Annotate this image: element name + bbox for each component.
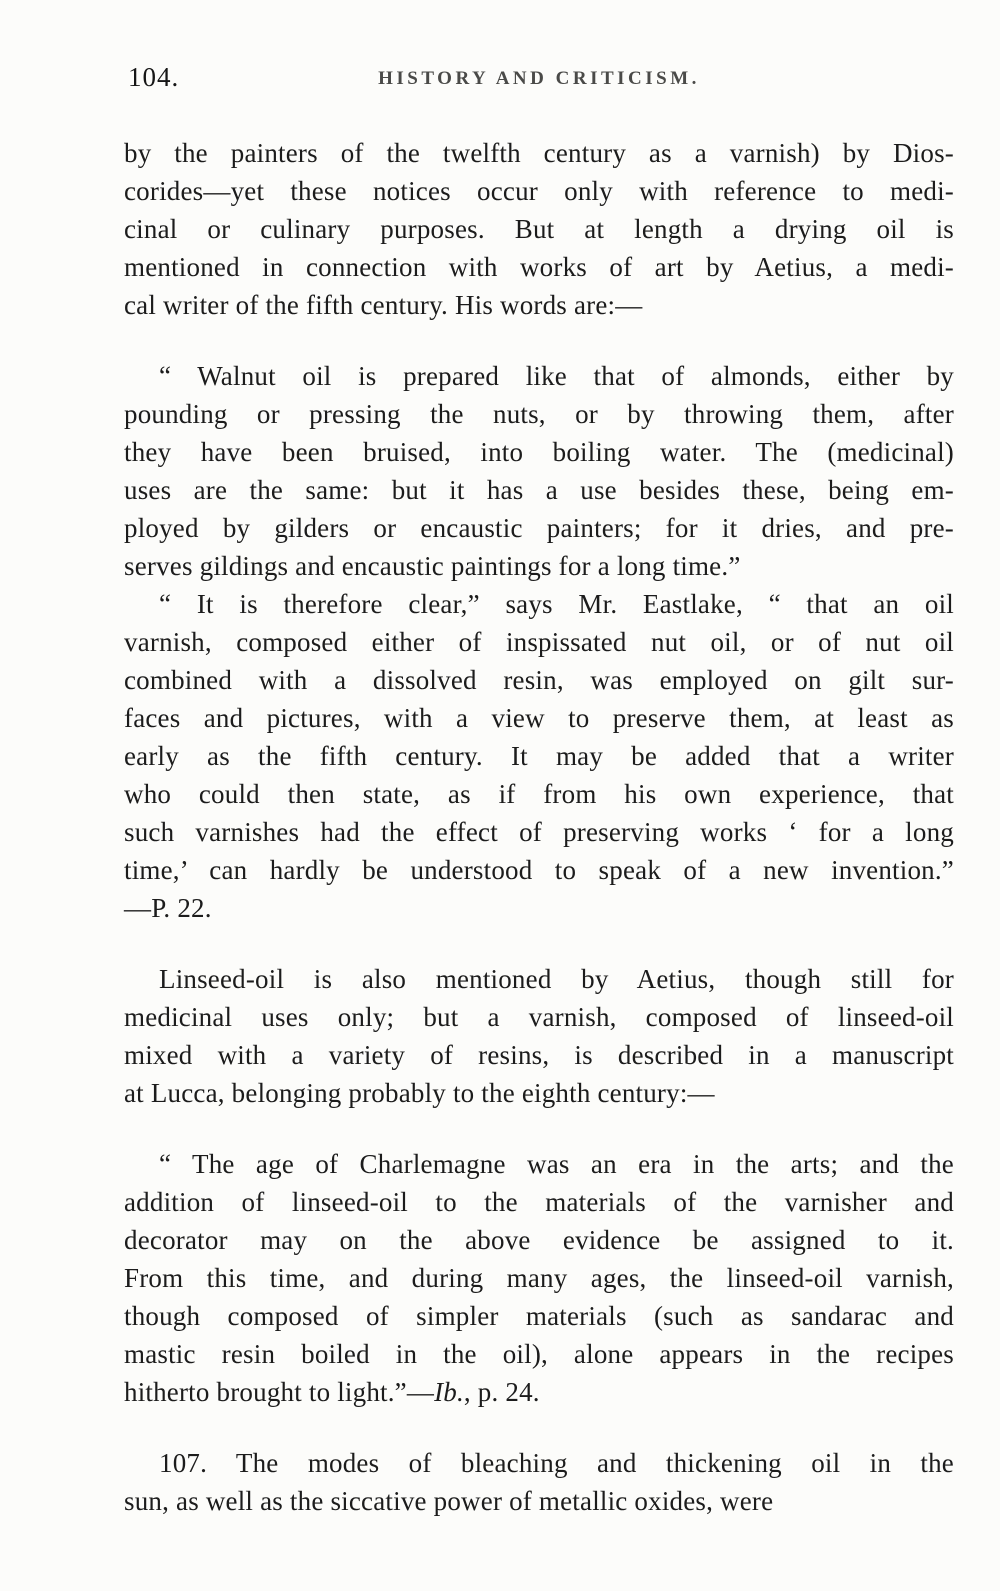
text-line: combined with a dissolved resin, was employed on gilt sur- (124, 665, 954, 695)
text-line: —P. 22. (124, 893, 212, 923)
text-line: addition of linseed-oil to the materials of the varnisher and (124, 1187, 954, 1217)
text-segment: , p. 24. (463, 1377, 540, 1407)
text-line: though composed of simpler materials (such as sandarac and (124, 1301, 954, 1331)
text-line: who could then state, as if from his own experience, that (124, 779, 954, 809)
text-line: faces and pictures, with a view to preserve them, at least as (124, 703, 954, 733)
running-title: HISTORY AND CRITICISM. (378, 68, 700, 89)
text-line: Linseed-oil is also mentioned by Aetius, though still for (159, 964, 954, 994)
text-line: 107. The modes of bleaching and thickening oil in the (159, 1448, 954, 1478)
paragraph (124, 960, 954, 1112)
text-line: they have been bruised, into boiling water. The (medicinal) (124, 437, 954, 467)
text-line: time,’ can hardly be understood to speak of a new invention.” (124, 855, 954, 885)
text-line: cinal or culinary purposes. But at length a drying oil is (124, 214, 954, 244)
text-line: uses are the same: but it has a use besides these, being em- (124, 475, 954, 505)
text-line: decorator may on the above evidence be assigned to it. (124, 1225, 954, 1255)
text-segment: hitherto brought to light.”— (124, 1377, 435, 1407)
text-line: medicinal uses only; but a varnish, composed of linseed-oil (124, 1002, 954, 1032)
text-line: by the painters of the twelfth century as a varnish) by Dios- (124, 138, 954, 168)
text-line: pounding or pressing the nuts, or by throwing them, after (124, 399, 954, 429)
running-head (124, 62, 954, 96)
text-segment-italic: Ib. (434, 1377, 464, 1407)
text-line: mixed with a variety of resins, is described in a manuscript (124, 1040, 954, 1070)
page-body (124, 134, 954, 1520)
text-line: mentioned in connection with works of art by Aetius, a medi- (124, 252, 954, 282)
text-line: such varnishes had the effect of preserving works ‘ for a long (124, 817, 954, 847)
text-line: sun, as well as the siccative power of metallic oxides, were (124, 1486, 774, 1516)
text-line (124, 1373, 954, 1411)
paragraph (124, 1444, 954, 1520)
text-line: ployed by gilders or encaustic painters; for it dries, and pre- (124, 513, 954, 543)
paragraph (124, 1145, 954, 1411)
text-line: From this time, and during many ages, the linseed-oil varnish, (124, 1263, 954, 1293)
paragraph (124, 585, 954, 927)
text-line: “ It is therefore clear,” says Mr. Eastlake, “ that an oil (159, 589, 954, 619)
text-column (124, 62, 954, 1520)
text-line: at Lucca, belonging probably to the eighth century:— (124, 1078, 715, 1108)
page-number: 104. (128, 62, 180, 92)
paragraph (124, 134, 954, 324)
paragraph (124, 357, 954, 585)
text-line: early as the fifth century. It may be added that a writer (124, 741, 954, 771)
text-line: “ The age of Charlemagne was an era in the arts; and the (159, 1149, 954, 1179)
text-line: serves gildings and encaustic paintings for a long time.” (124, 551, 741, 581)
text-line: mastic resin boiled in the oil), alone appears in the recipes (124, 1339, 954, 1369)
text-line: corides—yet these notices occur only with reference to medi- (124, 176, 954, 206)
text-line: varnish, composed either of inspissated nut oil, or of nut oil (124, 627, 954, 657)
text-line: “ Walnut oil is prepared like that of almonds, either by (159, 361, 954, 391)
text-line: cal writer of the fifth century. His words are:— (124, 290, 643, 320)
